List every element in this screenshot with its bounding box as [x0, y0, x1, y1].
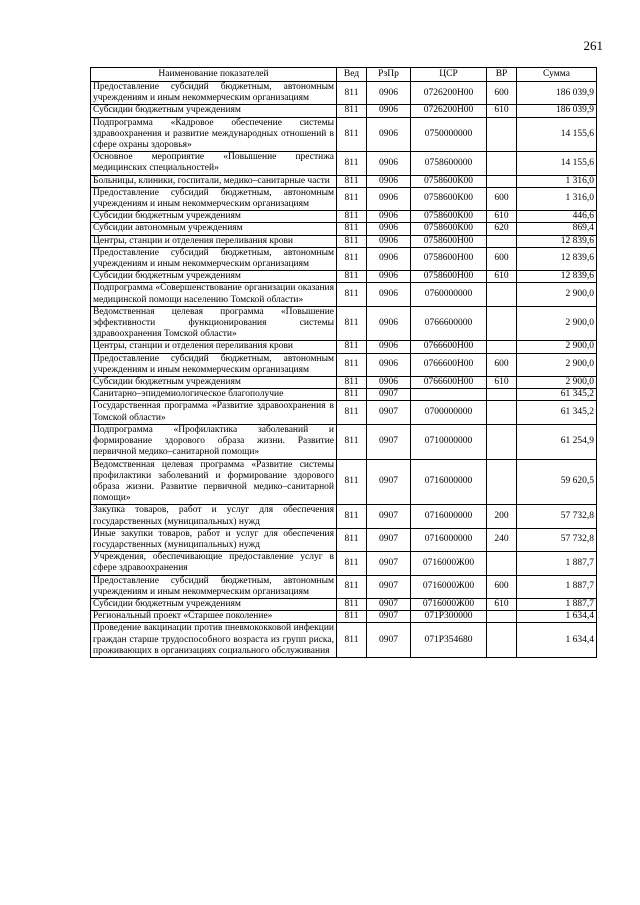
row-rzpr: 0906 — [367, 175, 411, 187]
row-sum: 446,6 — [517, 211, 597, 223]
row-csr: 0716000Ж00 — [411, 552, 487, 575]
row-name: Предоставление субсидий бюджетным, автономным учреждениям и иным некоммерческим организациям — [91, 82, 337, 105]
row-rzpr: 0906 — [367, 306, 411, 341]
row-csr: 0726200Н00 — [411, 82, 487, 105]
row-rzpr: 0906 — [367, 341, 411, 353]
budget-table — [90, 67, 597, 658]
row-sum: 2 900,0 — [517, 306, 597, 341]
table-row — [91, 211, 597, 223]
table-row — [91, 575, 597, 598]
table-row — [91, 528, 597, 551]
table-row — [91, 235, 597, 247]
table-row — [91, 377, 597, 389]
row-csr: 0760000000 — [411, 283, 487, 306]
row-csr: 0716000000 — [411, 459, 487, 505]
row-sum: 1 634,4 — [517, 611, 597, 623]
row-name: Больницы, клиники, госпитали, медико–санитарные части — [91, 175, 337, 187]
row-ved: 811 — [337, 377, 367, 389]
row-sum: 61 254,9 — [517, 424, 597, 459]
row-ved: 811 — [337, 152, 367, 175]
table-row — [91, 611, 597, 623]
row-csr — [411, 389, 487, 401]
row-rzpr: 0906 — [367, 247, 411, 270]
row-rzpr: 0907 — [367, 505, 411, 528]
table-row — [91, 505, 597, 528]
row-name: Центры, станции и отделения переливания крови — [91, 341, 337, 353]
row-ved: 811 — [337, 505, 367, 528]
row-sum: 1 887,7 — [517, 552, 597, 575]
table-row — [91, 82, 597, 105]
row-ved: 811 — [337, 247, 367, 270]
row-vr: 610 — [487, 271, 517, 283]
row-name: Ведомственная целевая программа «Повышение эффективности функционирования системы здравоохранения Томской области» — [91, 306, 337, 341]
table-row — [91, 271, 597, 283]
row-ved: 811 — [337, 623, 367, 658]
row-name: Региональный проект «Старшее поколение» — [91, 611, 337, 623]
row-name: Центры, станции и отделения переливания крови — [91, 235, 337, 247]
row-rzpr: 0906 — [367, 105, 411, 117]
row-csr: 0766600Н00 — [411, 377, 487, 389]
row-ved: 811 — [337, 235, 367, 247]
row-rzpr: 0906 — [367, 117, 411, 152]
row-rzpr: 0907 — [367, 598, 411, 610]
header-ved: Вед — [337, 68, 367, 82]
row-ved: 811 — [337, 389, 367, 401]
table-row — [91, 187, 597, 210]
row-csr: 0758600000 — [411, 152, 487, 175]
row-name: Санитарно–эпидемиологическое благополучие — [91, 389, 337, 401]
row-csr: 0758600К00 — [411, 211, 487, 223]
row-csr: 0716000000 — [411, 528, 487, 551]
row-csr: 0716000000 — [411, 505, 487, 528]
row-name: Предоставление субсидий бюджетным, автономным учреждениям и иным некоммерческим организациям — [91, 247, 337, 270]
row-vr — [487, 117, 517, 152]
row-sum: 1 316,0 — [517, 175, 597, 187]
row-vr — [487, 235, 517, 247]
table-row — [91, 247, 597, 270]
table-row — [91, 152, 597, 175]
row-sum: 1 887,7 — [517, 575, 597, 598]
row-vr — [487, 552, 517, 575]
table-row — [91, 306, 597, 341]
row-csr: 0758600К00 — [411, 175, 487, 187]
row-sum: 59 620,5 — [517, 459, 597, 505]
row-name: Государственная программа «Развитие здравоохранения в Томской области» — [91, 401, 337, 424]
row-rzpr: 0907 — [367, 575, 411, 598]
row-vr: 620 — [487, 223, 517, 235]
row-vr — [487, 341, 517, 353]
row-ved: 811 — [337, 575, 367, 598]
row-csr: 0716000Ж00 — [411, 575, 487, 598]
table-row — [91, 223, 597, 235]
row-csr: 071P300000 — [411, 611, 487, 623]
row-rzpr: 0906 — [367, 152, 411, 175]
row-name: Иные закупки товаров, работ и услуг для обеспечения государственных (муниципальных) нужд — [91, 528, 337, 551]
row-csr: 0766600Н00 — [411, 353, 487, 376]
row-vr: 600 — [487, 82, 517, 105]
row-name: Проведение вакцинации против пневмококковой инфекции граждан старше трудоспособного возраста из групп риска, проживающих в организациях социального обслуживания — [91, 623, 337, 658]
row-name: Учреждения, обеспечивающие предоставление услуг в сфере здравоохранения — [91, 552, 337, 575]
row-sum: 12 839,6 — [517, 247, 597, 270]
row-name: Субсидии бюджетным учреждениям — [91, 105, 337, 117]
row-vr — [487, 152, 517, 175]
row-rzpr: 0906 — [367, 211, 411, 223]
row-name: Субсидии автономным учреждениям — [91, 223, 337, 235]
row-ved: 811 — [337, 187, 367, 210]
row-rzpr: 0907 — [367, 424, 411, 459]
row-csr: 071P354680 — [411, 623, 487, 658]
row-vr: 610 — [487, 105, 517, 117]
row-vr: 610 — [487, 377, 517, 389]
row-vr: 610 — [487, 598, 517, 610]
row-sum: 2 900,0 — [517, 353, 597, 376]
row-rzpr: 0906 — [367, 283, 411, 306]
row-vr — [487, 611, 517, 623]
table-body — [91, 82, 597, 658]
row-ved: 811 — [337, 611, 367, 623]
row-csr: 0758600К00 — [411, 223, 487, 235]
row-rzpr: 0907 — [367, 459, 411, 505]
row-sum: 186 039,9 — [517, 105, 597, 117]
row-ved: 811 — [337, 552, 367, 575]
row-ved: 811 — [337, 528, 367, 551]
row-name: Предоставление субсидий бюджетным, автономным учреждениям и иным некоммерческим организациям — [91, 353, 337, 376]
row-ved: 811 — [337, 211, 367, 223]
header-rzpr: РзПр — [367, 68, 411, 82]
row-rzpr: 0906 — [367, 377, 411, 389]
row-ved: 811 — [337, 598, 367, 610]
row-sum: 2 900,0 — [517, 283, 597, 306]
row-name: Подпрограмма «Совершенствование организации оказания медицинской помощи населению Томской области» — [91, 283, 337, 306]
table-row — [91, 353, 597, 376]
row-csr: 0726200Н00 — [411, 105, 487, 117]
page-number: 261 — [583, 38, 603, 53]
row-sum: 1 634,4 — [517, 623, 597, 658]
table-row — [91, 401, 597, 424]
table-row — [91, 389, 597, 401]
row-rzpr: 0906 — [367, 187, 411, 210]
row-sum: 57 732,8 — [517, 528, 597, 551]
row-name: Закупка товаров, работ и услуг для обеспечения государственных (муниципальных) нужд — [91, 505, 337, 528]
row-name: Ведомственная целевая программа «Развитие системы профилактики заболеваний и формирование здорового образа жизни. Развитие первичной медико–санитарной помощи» — [91, 459, 337, 505]
row-vr: 200 — [487, 505, 517, 528]
row-csr: 0758600Н00 — [411, 247, 487, 270]
row-rzpr: 0906 — [367, 223, 411, 235]
table-row — [91, 598, 597, 610]
row-vr: 240 — [487, 528, 517, 551]
row-ved: 811 — [337, 117, 367, 152]
row-name: Предоставление субсидий бюджетным, автономным учреждениям и иным некоммерческим организациям — [91, 575, 337, 598]
table-row — [91, 175, 597, 187]
header-csr: ЦСР — [411, 68, 487, 82]
row-sum: 61 345,2 — [517, 401, 597, 424]
row-ved: 811 — [337, 353, 367, 376]
table-row — [91, 623, 597, 658]
row-rzpr: 0907 — [367, 528, 411, 551]
header-sum: Сумма — [517, 68, 597, 82]
row-ved: 811 — [337, 459, 367, 505]
table-row — [91, 283, 597, 306]
row-name: Основное мероприятие «Повышение престижа медицинских специальностей» — [91, 152, 337, 175]
row-sum: 57 732,8 — [517, 505, 597, 528]
row-vr: 610 — [487, 211, 517, 223]
row-ved: 811 — [337, 105, 367, 117]
row-sum: 61 345,2 — [517, 389, 597, 401]
row-sum: 14 155,6 — [517, 117, 597, 152]
row-name: Подпрограмма «Профилактика заболеваний и формирование здорового образа жизни. Развитие первичной медико–санитарной помощи» — [91, 424, 337, 459]
row-csr: 0758600Н00 — [411, 271, 487, 283]
row-name: Подпрограмма «Кадровое обеспечение системы здравоохранения и развитие международных отношений в сфере охраны здоровья» — [91, 117, 337, 152]
row-name: Субсидии бюджетным учреждениям — [91, 377, 337, 389]
row-name: Субсидии бюджетным учреждениям — [91, 211, 337, 223]
row-vr — [487, 401, 517, 424]
table-row — [91, 424, 597, 459]
row-ved: 811 — [337, 401, 367, 424]
row-sum: 1 316,0 — [517, 187, 597, 210]
row-vr: 600 — [487, 187, 517, 210]
row-sum: 869,4 — [517, 223, 597, 235]
header-vr: ВР — [487, 68, 517, 82]
row-ved: 811 — [337, 341, 367, 353]
row-ved: 811 — [337, 271, 367, 283]
row-sum: 186 039,9 — [517, 82, 597, 105]
row-vr — [487, 175, 517, 187]
row-csr: 0758600К00 — [411, 187, 487, 210]
row-csr: 0710000000 — [411, 424, 487, 459]
row-ved: 811 — [337, 82, 367, 105]
row-sum: 14 155,6 — [517, 152, 597, 175]
row-sum: 1 887,7 — [517, 598, 597, 610]
row-vr: 600 — [487, 247, 517, 270]
table-row — [91, 552, 597, 575]
table-row — [91, 105, 597, 117]
row-rzpr: 0907 — [367, 389, 411, 401]
row-csr: 0700000000 — [411, 401, 487, 424]
row-sum: 12 839,6 — [517, 271, 597, 283]
row-vr — [487, 459, 517, 505]
row-vr: 600 — [487, 353, 517, 376]
row-vr — [487, 424, 517, 459]
row-ved: 811 — [337, 283, 367, 306]
row-sum: 2 900,0 — [517, 377, 597, 389]
row-rzpr: 0906 — [367, 353, 411, 376]
row-csr: 0766600Н00 — [411, 341, 487, 353]
row-rzpr: 0907 — [367, 623, 411, 658]
row-rzpr: 0906 — [367, 82, 411, 105]
row-name: Субсидии бюджетным учреждениям — [91, 271, 337, 283]
table-row — [91, 341, 597, 353]
row-ved: 811 — [337, 424, 367, 459]
row-rzpr: 0907 — [367, 401, 411, 424]
row-rzpr: 0906 — [367, 271, 411, 283]
row-sum: 2 900,0 — [517, 341, 597, 353]
row-ved: 811 — [337, 223, 367, 235]
row-ved: 811 — [337, 306, 367, 341]
row-vr: 600 — [487, 575, 517, 598]
row-name: Предоставление субсидий бюджетным, автономным учреждениям и иным некоммерческим организациям — [91, 187, 337, 210]
row-ved: 811 — [337, 175, 367, 187]
row-vr — [487, 389, 517, 401]
row-vr — [487, 283, 517, 306]
row-vr — [487, 306, 517, 341]
row-csr: 0758600Н00 — [411, 235, 487, 247]
table-header-row — [91, 68, 597, 82]
row-rzpr: 0907 — [367, 611, 411, 623]
row-csr: 0766600000 — [411, 306, 487, 341]
row-csr: 0750000000 — [411, 117, 487, 152]
row-csr: 0716000Ж00 — [411, 598, 487, 610]
table-row — [91, 459, 597, 505]
row-vr — [487, 623, 517, 658]
row-name: Субсидии бюджетным учреждениям — [91, 598, 337, 610]
header-name: Наименование показателей — [91, 68, 337, 82]
row-rzpr: 0906 — [367, 235, 411, 247]
row-rzpr: 0907 — [367, 552, 411, 575]
row-sum: 12 839,6 — [517, 235, 597, 247]
table-row — [91, 117, 597, 152]
